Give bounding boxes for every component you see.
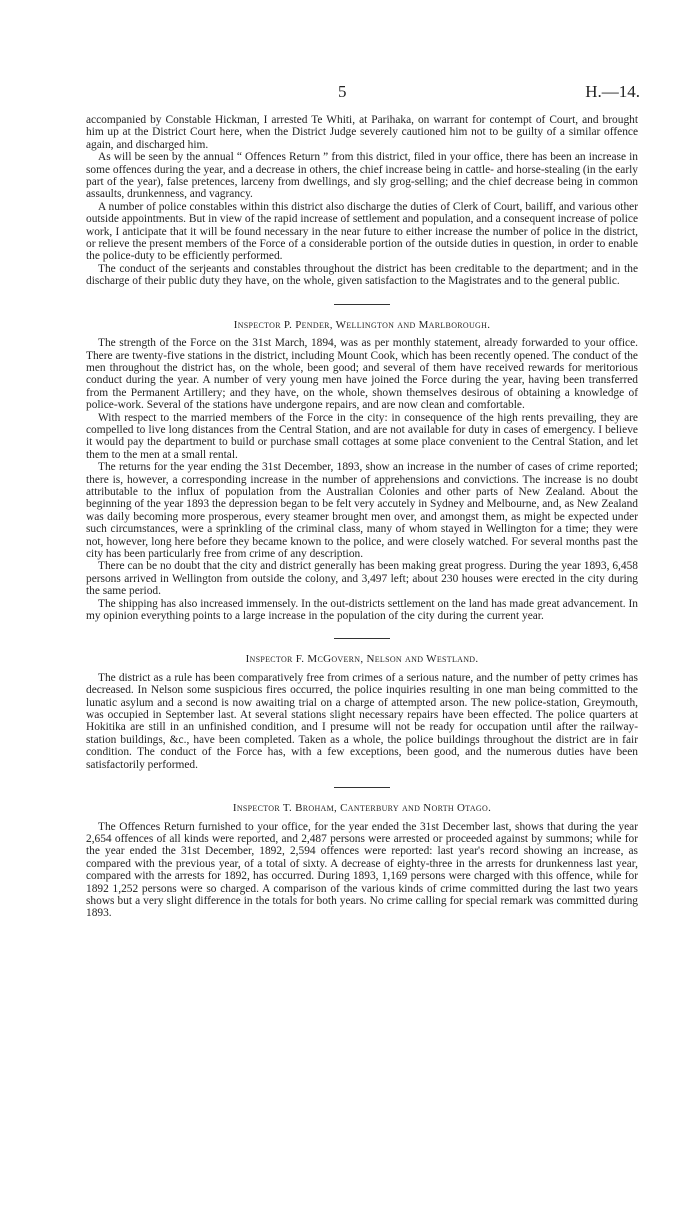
page-header (0, 82, 700, 104)
section-divider (334, 304, 390, 305)
intro-paragraph: accompanied by Constable Hickman, I arrested Te Whiti, at Parihaka, on warrant for contempt of Court, and brought him up at the District Court here, when the District Judge severely cautioned him not to be guilty of a similar offence again, and discharged him. (86, 114, 638, 151)
report-body (86, 114, 638, 920)
section-heading-pender: Inspector P. Pender, Wellington and Marlborough. (233, 318, 491, 331)
section-heading-broham: Inspector T. Broham, Canterbury and North Otago. (232, 802, 492, 815)
section-paragraph: With respect to the married members of the Force in the city: in consequence of the high rents prevailing, they are compelled to live long distances from the Central Station, and are not available for duty in cases of emergency. I believe it would pay the department to build or purchase small cottages at some place convenient to the Central Station, and let them to the men at a small rental. (86, 411, 638, 461)
intro-paragraph: A number of police constables within this district also discharge the duties of Clerk of Court, bailiff, and various other outside appointments. But in view of the rapid increase of settlement and population, and a consequent increase of police work, I anticipate that it will be found necessary in the near future to either increase the number of police in the district, or relieve the present members of the Force of a considerable portion of the outside duties in question, in order to enable the police-duty to be efficiently performed. (86, 200, 638, 263)
section-paragraph: The district as a rule has been comparatively free from crimes of a serious nature, and the number of petty crimes has decreased. In Nelson some suspicious fires occurred, the police inquiries resulting in one man being committed to the lunatic asylum and a second is now awaiting trial on a charge of attempted arson. The new police-station, Greymouth, was occupied in September last. At several stations slight necessary repairs have been effected. The police quarters at Hokitika are still in an unfinished condition, and I presume will not be ready for occupation until after the railway-station buildings, &c., have been completed. Taken as a whole, the police buildings throughout the district are in fair condition. The conduct of the Force has, with a few exceptions, been good, and the numerous duties have been satisfactorily performed. (86, 671, 638, 771)
intro-paragraph: The conduct of the serjeants and constables throughout the district has been creditable to the department; and in the discharge of their public duty they have, on the whole, given satisfaction to the Magistrates and to the general public. (86, 262, 638, 288)
section-heading-mcgovern: Inspector F. McGovern, Nelson and Westland. (245, 653, 479, 666)
section-paragraph: There can be no doubt that the city and district generally has been making great progress. During the year 1893, 6,458 persons arrived in Wellington from outside the colony, and 3,497 left; about 230 houses were erected in the city during the same period. (86, 560, 638, 598)
section-divider (334, 787, 390, 788)
section-paragraph: The Offences Return furnished to your office, for the year ended the 31st December last, shows that during the year 2,654 offences of all kinds were reported, and 2,487 persons were arrested or proceeded against by summons; while for the year ended the 31st December, 1892, 2,594 offences were reported: last year's record showing an increase, as compared with the previous year, of a total of sixty. A decrease of eighty-three in the arrests for drunkenness last year, compared with the arrests for 1892, has occurred. During 1893, 1,169 persons were charged with this offence, while for 1892 1,252 persons were so charged. A comparison of the various kinds of crime committed during the last two years shows but a very slight difference in the totals for both years. No crime calling for special remark was committed during 1893. (86, 820, 638, 920)
section-paragraph: The shipping has also increased immensely. In the out-districts settlement on the land has made great advancement. In my opinion everything points to a large increase in the population of the city during the current year. (86, 597, 638, 623)
section-divider (334, 638, 390, 639)
section-paragraph: The strength of the Force on the 31st March, 1894, was as per monthly statement, already forwarded to your office. There are twenty-five stations in the district, including Mount Cook, which has been recently opened. The conduct of the men throughout the district has, on the whole, been good; and several of them have received rewards for meritorious conduct during the year. A number of very young men have joined the Force during the year, having been transferred from the Permanent Artillery; and they have, on the whole, shown themselves desirous of obtaining a knowledge of police-work. Several of the stations have undergone repairs, and are now clean and comfortable. (86, 337, 638, 412)
page-number: 5 (338, 82, 347, 101)
section-paragraph: The returns for the year ending the 31st December, 1893, show an increase in the number of cases of crime reported; there is, however, a corresponding increase in the number of apprehensions and convictions. The increase is no doubt attributable to the influx of population from the Australian Colonies and other parts of New Zealand. About the beginning of the year 1893 the depression began to be felt very accutely in Sydney and Melbourne, and, as New Zealand was daily becoming more prosperous, every steamer brought men over, and amongst them, as might be expected under such circumstances, were a sprinkling of the criminal class, many of whom stayed in Wellington for a time; they were not, however, long here before they became known to the police, and were closely watched. For several months past the city has been particularly free from crime of any description. (86, 461, 638, 560)
intro-paragraph: As will be seen by the annual “ Offences Return ” from this district, filed in your office, there has been an increase in some offences during the year, and a decrease in others, the chief increase being in cattle- and horse-stealing (in the early part of the year), false pretences, larceny from dwellings, and sly grog-selling; and the chief decrease being in common assaults, drunkenness, and vagrancy. (86, 151, 638, 201)
document-code: H.—14. (585, 82, 640, 101)
